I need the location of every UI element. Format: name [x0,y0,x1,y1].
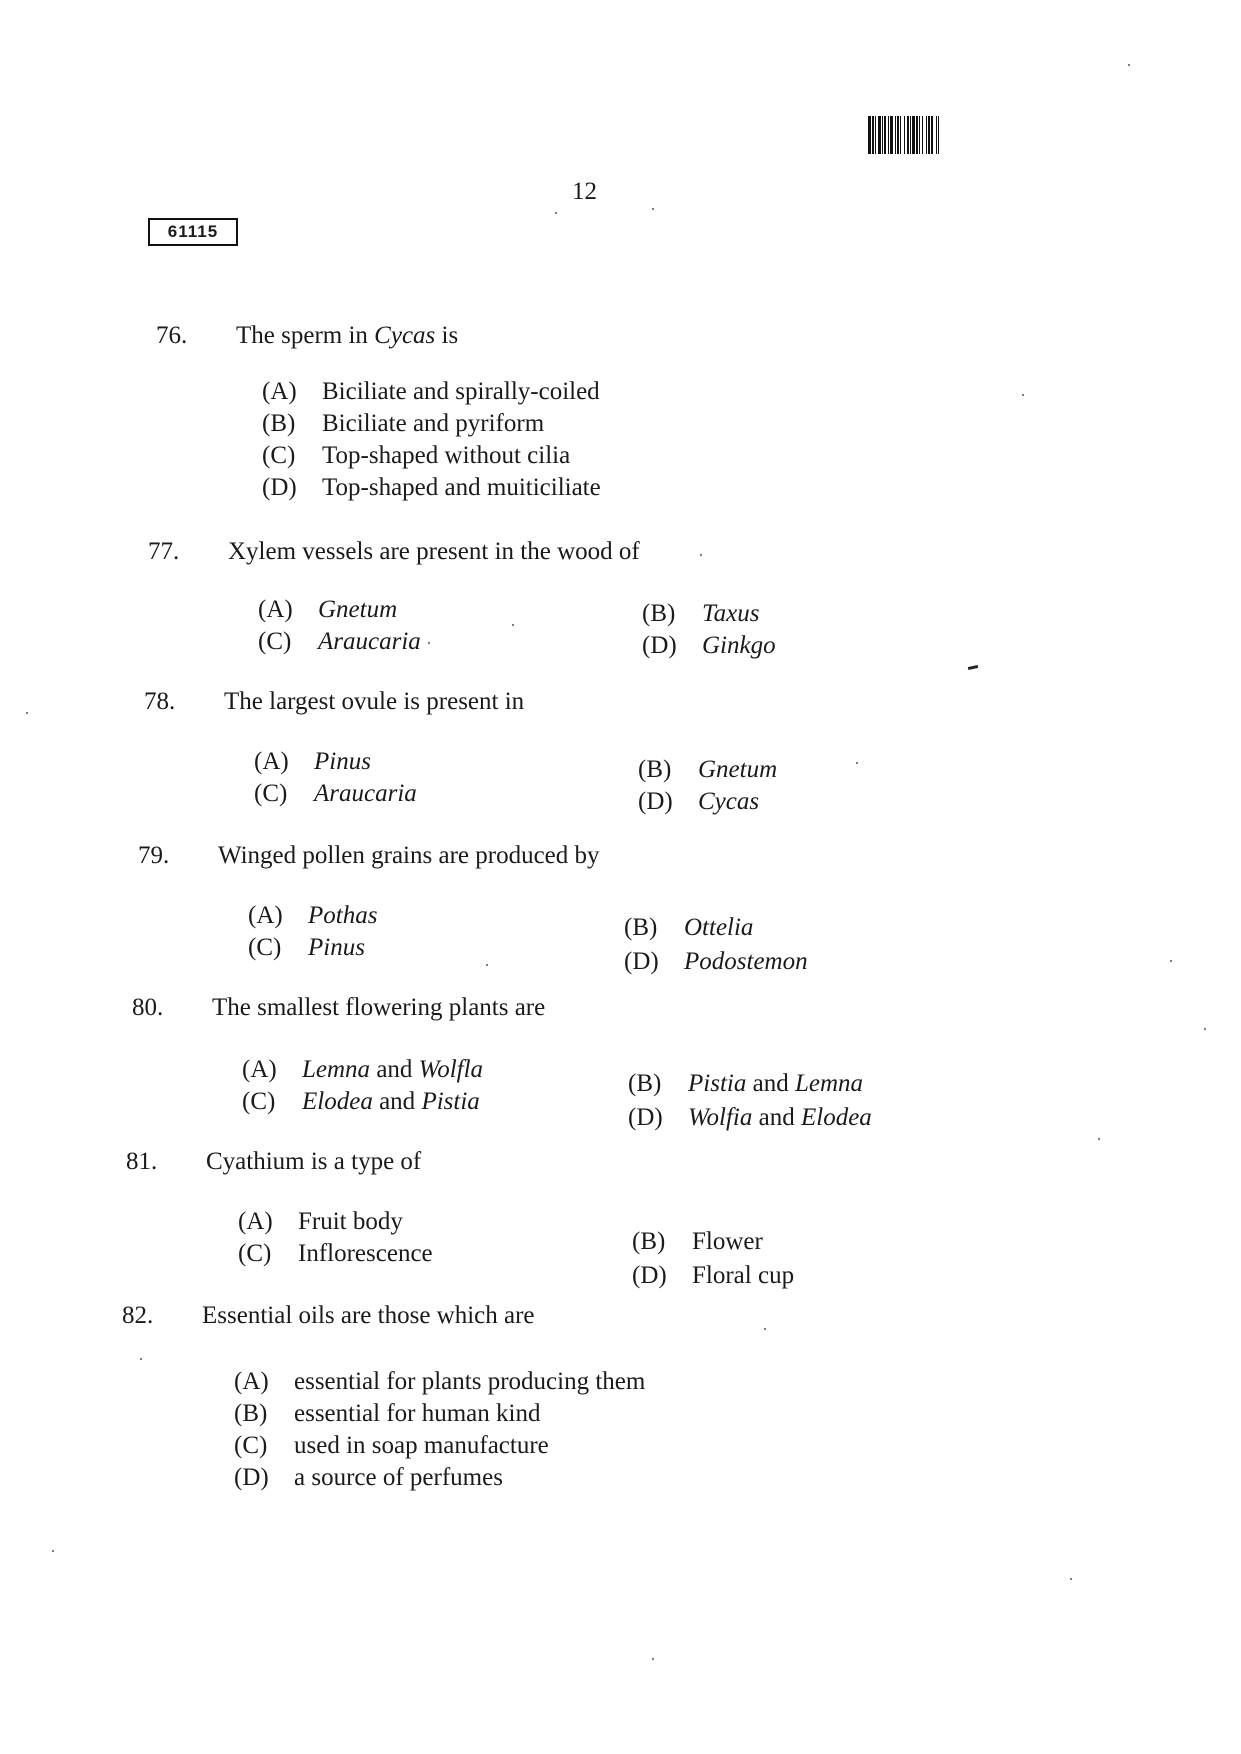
question-text: Essential oils are those which are [202,1302,535,1329]
barcode-image [868,116,1058,154]
scan-speck [1128,64,1130,66]
option-77-b: (B) Taxus [642,600,760,627]
scan-speck [700,554,702,556]
scan-speck [26,712,28,714]
scan-speck [512,624,514,626]
option-76-a: (A) Biciliate and spirally-coiled [262,378,600,405]
scan-speck [140,1358,142,1360]
question-number: 78. [144,688,176,715]
question-text: Cyathium is a type of [206,1148,422,1175]
option-80-b: (B) Pistia and Lemna [628,1070,864,1097]
option-81-b: (B) Flower [632,1228,763,1255]
scan-speck [1170,960,1172,962]
option-82-d: (D) a source of perfumes [234,1464,503,1491]
option-82-c: (C) used in soap manufacture [234,1432,549,1459]
barcode-bar [939,116,941,154]
question-number: 82. [122,1302,154,1329]
question-text: The largest ovule is present in [224,688,525,715]
page-number: 12 [572,178,597,205]
question-number: 81. [126,1148,158,1175]
option-77-a: (A) Gnetum [258,596,398,623]
scan-speck [1204,1028,1206,1030]
option-76-d: (D) Top-shaped and muiticiliate [262,474,601,501]
option-79-c: (C) Pinus [248,934,365,961]
option-82-b: (B) essential for human kind [234,1400,541,1427]
option-82-a: (A) essential for plants producing them [234,1368,646,1395]
option-76-b: (B) Biciliate and pyriform [262,410,545,437]
option-81-d: (D) Floral cup [632,1262,795,1289]
scan-speck [52,1550,54,1552]
option-78-a: (A) Pinus [254,748,371,775]
option-77-c: (C) Araucaria [258,628,421,655]
question-number: 79. [138,842,170,869]
option-81-c: (C) Inflorescence [238,1240,433,1267]
question-number: 76. [156,322,188,349]
option-79-a: (A) Pothas [248,902,378,929]
scan-speck [1098,1138,1100,1140]
scan-speck [1022,394,1024,396]
option-79-d: (D) Podostemon [624,948,808,975]
question-text: The smallest flowering plants are [212,994,546,1021]
paper-code-box: 61115 [148,218,238,246]
option-80-c: (C) Elodea and Pistia [242,1088,480,1115]
scan-speck [486,964,488,966]
question-text: The sperm in Cycas is [236,322,459,349]
question-number: 80. [132,994,164,1021]
option-81-a: (A) Fruit body [238,1208,403,1235]
option-80-d: (D) Wolfia and Elodea [628,1104,872,1131]
option-78-d: (D) Cycas [638,788,760,815]
question-text: Xylem vessels are present in the wood of [228,538,640,565]
scan-speck [652,208,654,210]
scan-speck [856,762,858,764]
option-77-d: (D) Ginkgo [642,632,776,659]
option-78-c: (C) Araucaria [254,780,417,807]
question-number: 77. [148,538,180,565]
question-text: Winged pollen grains are produced by [218,842,600,869]
option-79-b: (B) Ottelia [624,914,754,941]
scan-speck [428,642,430,644]
scan-speck [652,1658,654,1660]
scan-speck [1070,1578,1072,1580]
scan-speck [555,212,557,214]
option-80-a: (A) Lemna and Wolfla [242,1056,484,1083]
scan-speck [764,1328,766,1330]
option-78-b: (B) Gnetum [638,756,778,783]
option-76-c: (C) Top-shaped without cilia [262,442,571,469]
scan-mark [968,665,978,670]
